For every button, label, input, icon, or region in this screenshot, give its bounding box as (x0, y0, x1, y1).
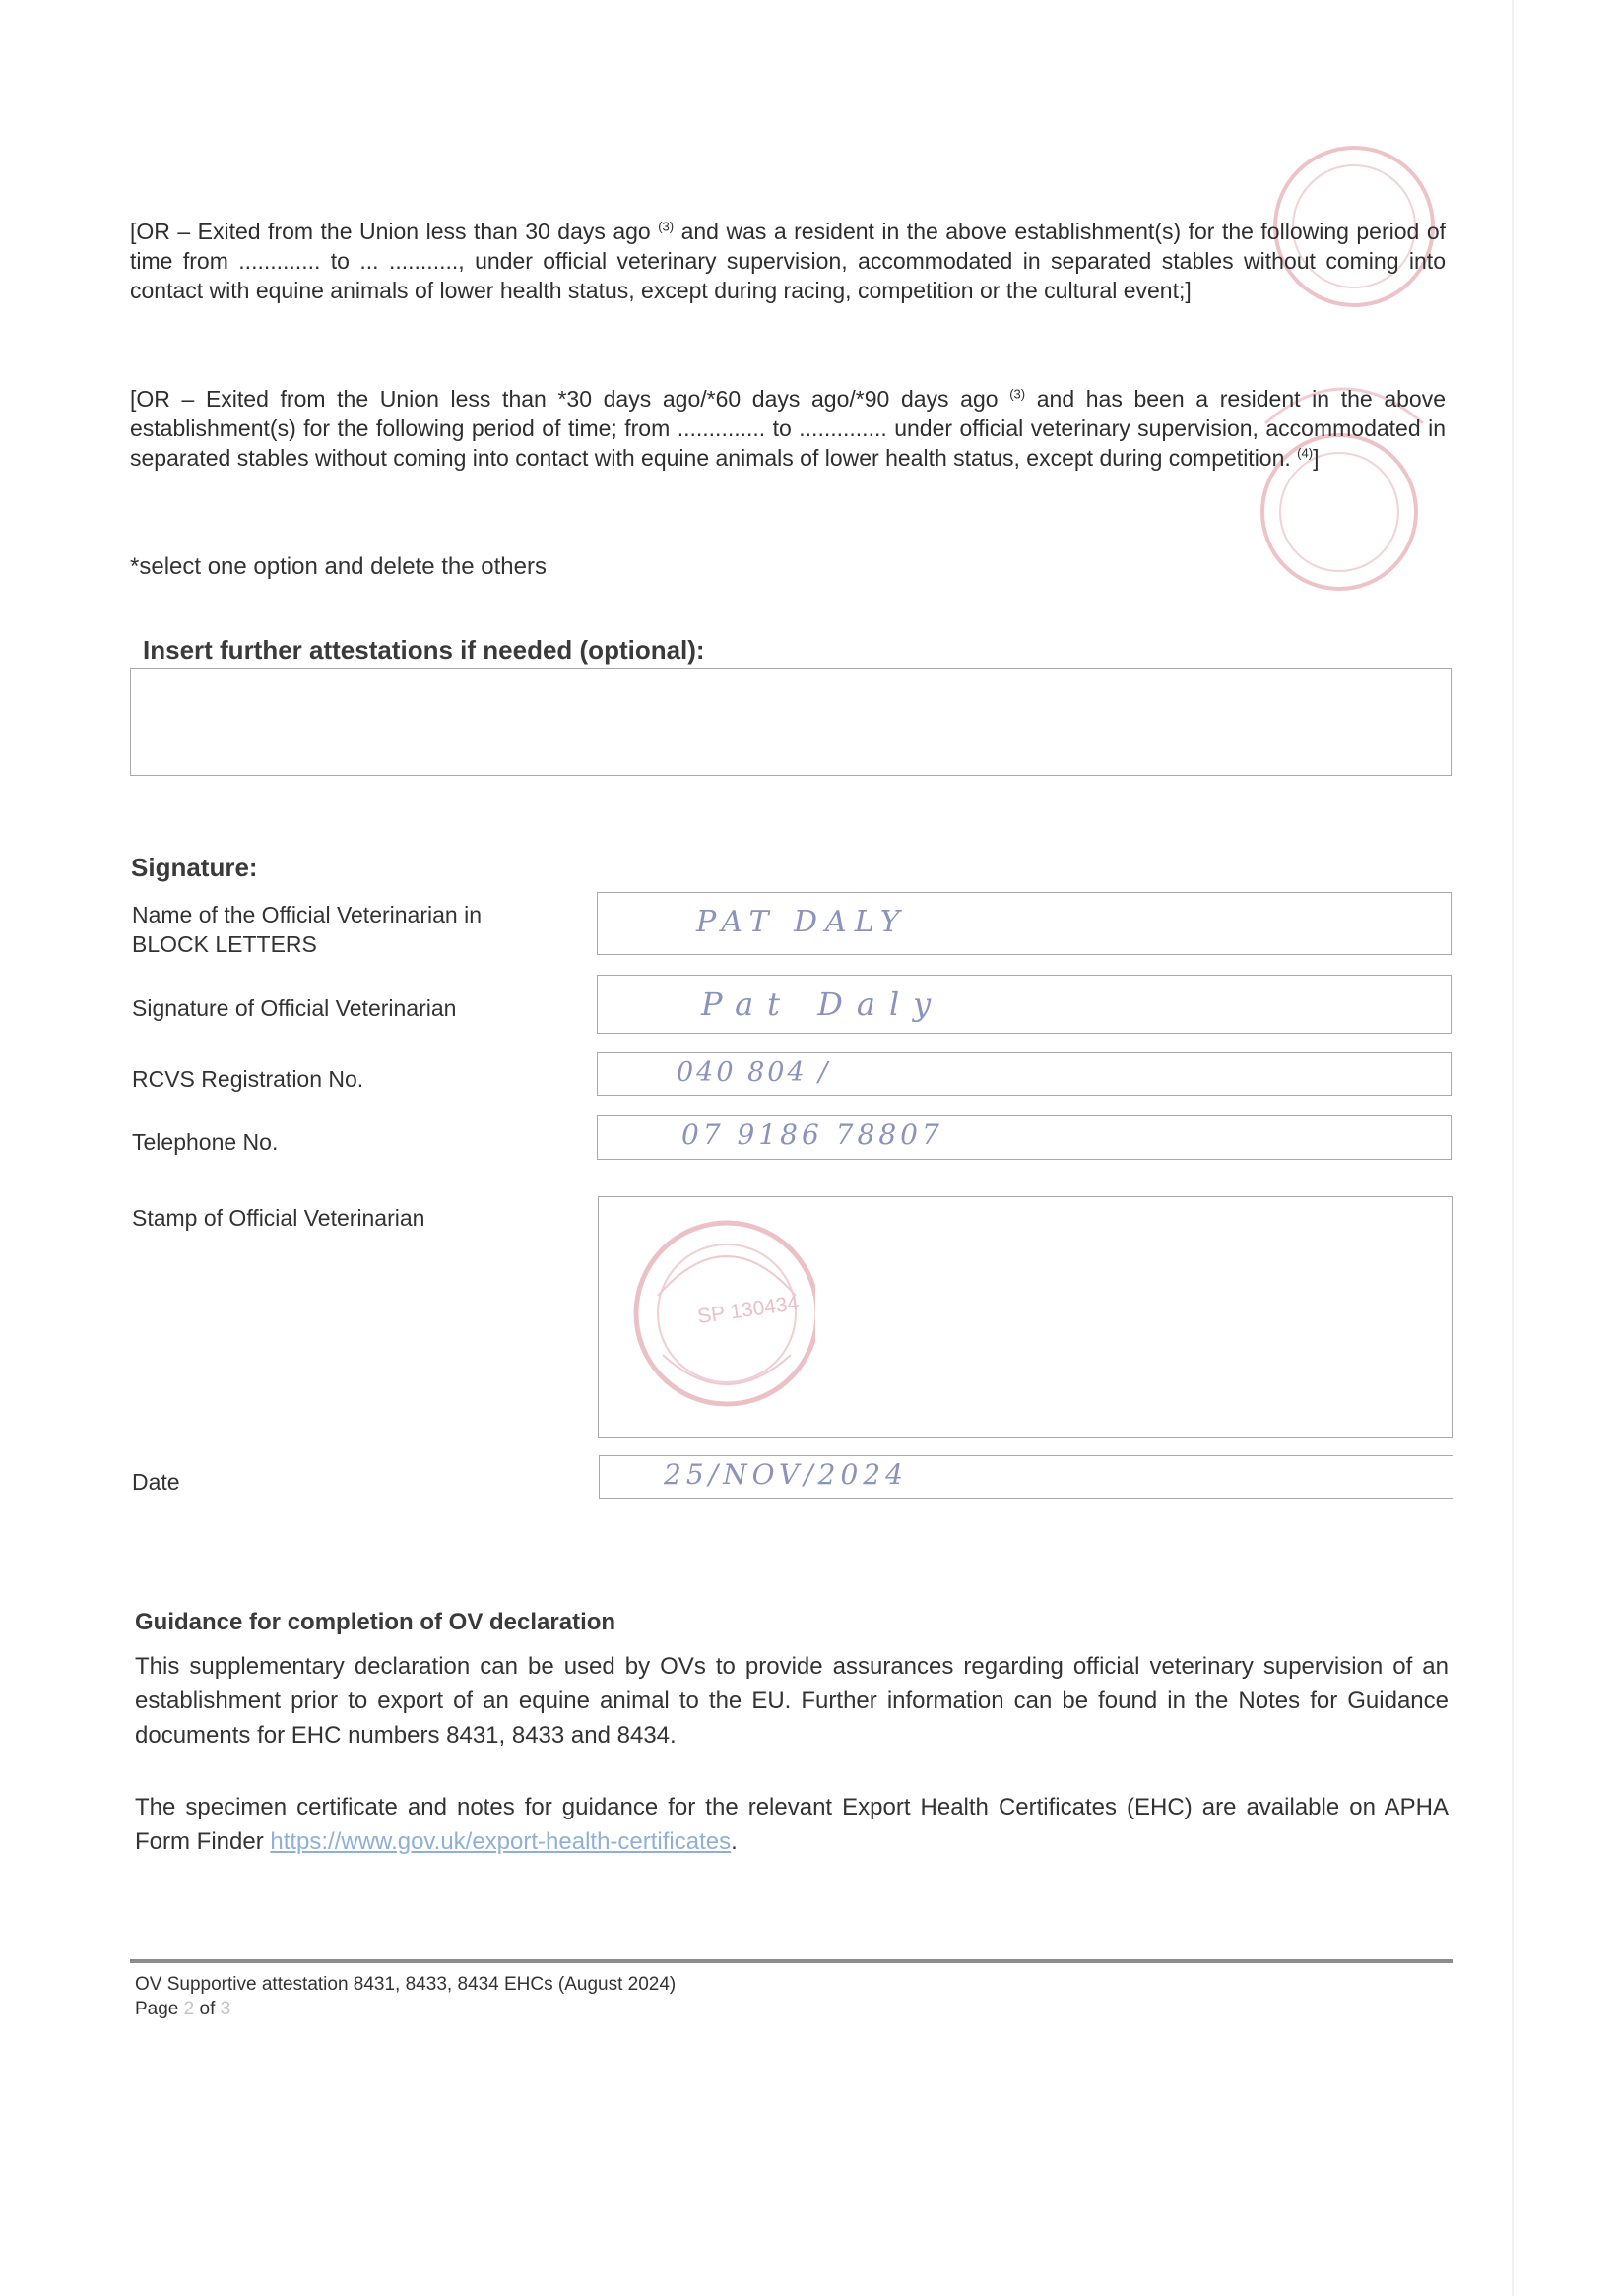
stamp-impression-top (1226, 128, 1472, 591)
p2-footnote: (3) (1009, 386, 1026, 402)
signature-heading: Signature: (131, 853, 258, 882)
signature-label: Signature of Official Veterinarian (132, 995, 457, 1021)
date-value: 25/NOV/2024 (664, 1458, 908, 1491)
page-of: of (194, 1999, 221, 2019)
guidance-p2-text: The specimen certificate and notes for guidance for the relevant Export Health Certificates (EHC) are available on APHA Form Finder (135, 1794, 1449, 1855)
guidance-paragraph-2 (135, 1790, 1449, 1859)
name-value: PAT DALY (696, 905, 908, 939)
scan-edge (1512, 0, 1514, 2296)
signature-field[interactable] (597, 975, 1452, 1034)
further-attestations-heading: Insert further attestations if needed (optional): (143, 635, 705, 665)
rcvs-label: RCVS Registration No. (132, 1066, 364, 1092)
attestation-paragraph-1 (130, 217, 1446, 305)
telephone-value: 07 9186 78807 (681, 1118, 943, 1151)
p2-text-end: ] (1313, 445, 1320, 471)
guidance-paragraph-1: This supplementary declaration can be used by OVs to provide assurances regarding official veterinary supervision of an establishment prior to export of an equine animal to the EU. Further information can be found in the Notes for Guidance documents for EHC numbers 8431, 8433 and 8434. (135, 1653, 1449, 1749)
telephone-field[interactable] (597, 1115, 1452, 1160)
guidance-heading: Guidance for completion of OV declaration (135, 1609, 616, 1635)
rcvs-field[interactable] (597, 1052, 1452, 1096)
stamp-field[interactable] (598, 1196, 1453, 1438)
stamp-text: SP 130434 (695, 1291, 801, 1329)
date-field[interactable] (599, 1455, 1453, 1499)
footer-rule (130, 1959, 1453, 1963)
p2-text-b: and has been a resident in the above establishment(s) for the following period of time; from .............. to .............. under official veterinary supervision, accommodated in separated stables without coming into contact with equine animals of lower health status, except during competition. (130, 386, 1446, 471)
page-total: 3 (220, 1999, 231, 2019)
form-finder-link[interactable]: https://www.gov.uk/export-health-certificates (270, 1828, 732, 1855)
footer-title: OV Supportive attestation 8431, 8433, 8434 EHCs (August 2024) (135, 1974, 677, 1995)
p2-footnote-2: (4) (1297, 445, 1314, 461)
name-field[interactable] (597, 892, 1452, 955)
attestation-paragraph-2 (130, 384, 1446, 473)
further-attestations-box[interactable] (130, 668, 1452, 776)
stamp-label: Stamp of Official Veterinarian (132, 1205, 425, 1231)
date-label: Date (132, 1469, 180, 1495)
page-number (135, 1997, 230, 2021)
telephone-label: Telephone No. (132, 1129, 279, 1155)
guidance-p2-end: . (731, 1828, 738, 1855)
name-label-line1: Name of the Official Veterinarian in (132, 902, 482, 927)
p2-text-a: [OR – Exited from the Union less than *30 days ago/*60 days ago/*90 days ago (130, 386, 1010, 412)
name-label (132, 900, 482, 959)
p1-text-a: [OR – Exited from the Union less than 30 days ago (130, 219, 659, 244)
name-label-line2: BLOCK LETTERS (132, 931, 317, 957)
rcvs-value: 040 804 / (677, 1057, 831, 1088)
page-current: 2 (183, 1999, 195, 2019)
select-note: *select one option and delete the others (130, 553, 547, 580)
signature-value: Pat Daly (701, 986, 945, 1023)
p1-text-b: and was a resident in the above establishment(s) for the following period of time from ............. to ... ..........., under official veterinary supervision, accommodated in separated stables without coming into contact with equine animals of lower health status, except during racing, competition or the cultural event;] (130, 219, 1446, 303)
p1-footnote: (3) (658, 219, 675, 234)
page-prefix: Page (135, 1999, 184, 2019)
